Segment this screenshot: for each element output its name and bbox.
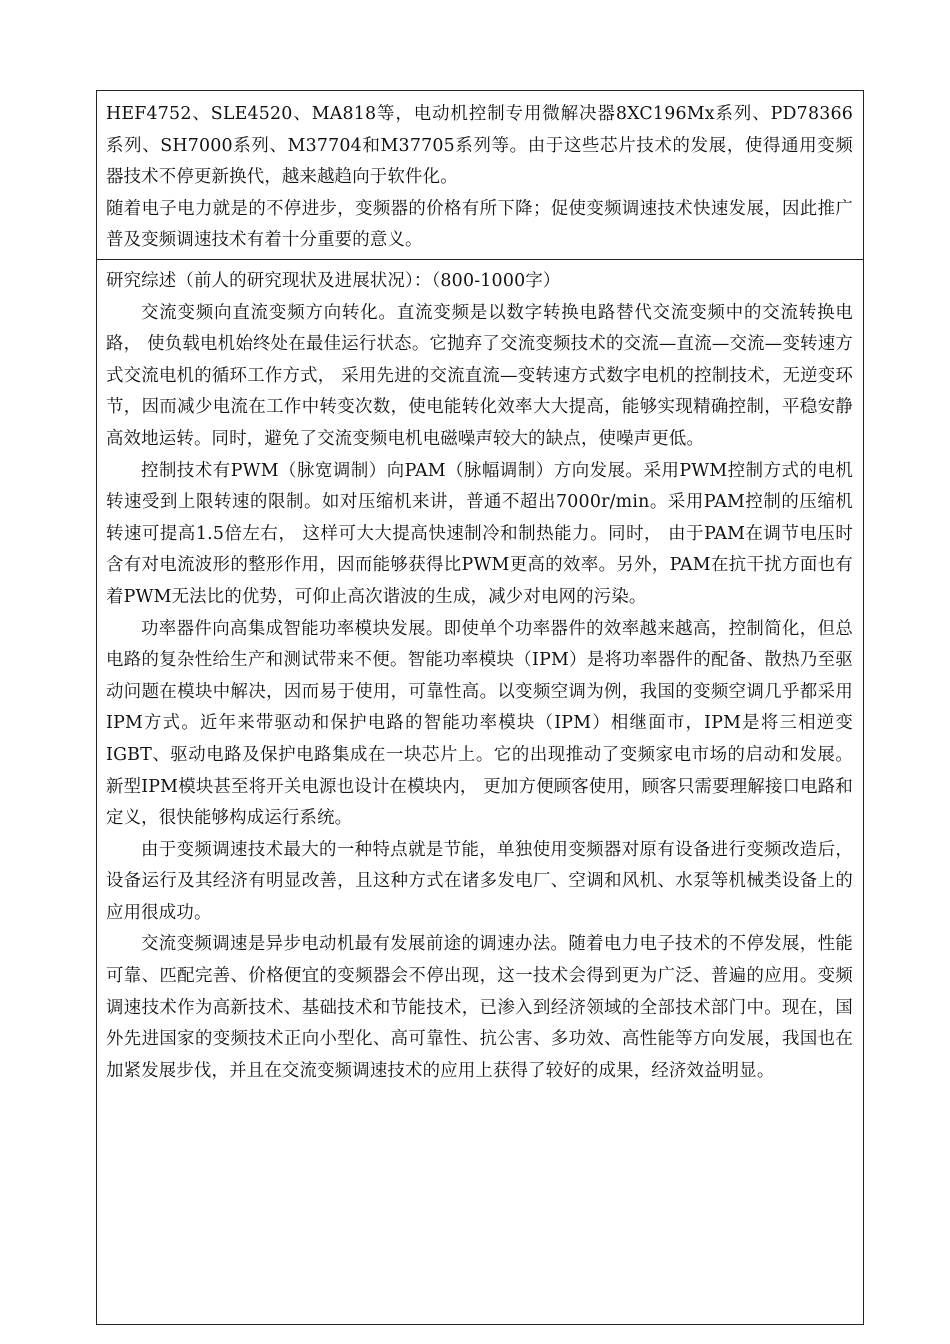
paragraph-ac-to-dc: 交流变频向直流变频方向转化。直流变频是以数字转换电路替代交流变频中的交流转换电路， 使负载电机始终处在最佳运行状态。它抛弃了交流变频技术的交流—直流—交流—变转速方式交流电机的循环工作方式， 采用先进的交流直流—变转速方式数字电机的控制技术，无逆变环节，因而减少电流在工作中转变次数，使电能转化效率大大提高，能够实现精确控制，平稳安静高效地运转。同时，避免了交流变频电机电磁噪声较大的缺点，使噪声更低。	[106, 302, 853, 449]
table-cell-background-continued	[97, 91, 863, 259]
table-cell-research-review	[97, 259, 863, 1324]
paragraph-pwm-to-pam: 控制技术有PWM（脉宽调制）向PAM（脉幅调制）方向发展。采用PWM控制方式的电机转速受到上限转速的限制。如对压缩机来讲，普通不超出7000r/min。采用PAM控制的压缩机转速可提高1.5倍左右， 这样可大大提高快速制冷和制热能力。同时， 由于PAM在调节电压时含有对电流波形的整形作用，因而能够获得比PWM更高的效率。另外，PAM在抗干扰方面也有着PWM无法比的优势，可仰止高次谐波的生成，减少对电网的污染。	[106, 460, 853, 607]
paragraph-outlook: 交流变频调速是异步电动机最有发展前途的调速办法。随着电力电子技术的不停发展，性能可靠、匹配完善、价格便宜的变频器会不停出现，这一技术会得到更为广泛、普遍的应用。变频调速技术作为高新技术、基础技术和节能技术，已渗入到经济领域的全部技术部门中。现在，国外先进国家的变频技术正向小型化、高可靠性、抗公害、多功效、高性能等方向发展，我国也在加紧发展步伐，并且在交流变频调速技术的应用上获得了较好的成果，经济效益明显。	[106, 934, 853, 1081]
section-heading-research-review: 研究综述（前人的研究现状及进展状况）：（800-1000字）	[106, 271, 561, 291]
paragraph-ipm-modules: 功率器件向高集成智能功率模块发展。即使单个功率器件的效率越来越高，控制简化，但总电路的复杂性给生产和测试带来不便。智能功率模块（IPM）是将功率器件的配备、散热乃至驱动问题在模块中解决，因而易于使用，可靠性高。以变频空调为例，我国的变频空调几乎都采用IPM方式。近年来带驱动和保护电路的智能功率模块（IPM）相继面市，IPM是将三相逆变IGBT、驱动电路及保护电路集成在一块芯片上。它的出现推动了变频家电市场的启动和发展。新型IPM模块甚至将开关电源也设计在模块内， 更加方便顾客使用，顾客只需要理解接口电路和定义，很快能够构成运行系统。	[106, 618, 853, 829]
paragraph-chip-technology: HEF4752、SLE4520、MA818等，电动机控制专用微解决器8XC196Mx系列、PD78366系列、SH7000系列、M37704和M37705系列等。由于这些芯片技术的发展，使得通用变频器技术不停更新换代，越来越趋向于软件化。	[106, 104, 853, 188]
paragraph-energy-saving: 由于变频调速技术最大的一种特点就是节能，单独使用变频器对原有设备进行变频改造后，设备运行及其经济有明显改善，且这种方式在诸多发电厂、空调和风机、水泵等机械类设备上的应用很成功。	[106, 839, 853, 923]
paragraph-significance: 随着电子电力就是的不停进步，变频器的价格有所下降；促使变频调速技术快速发展，因此推广普及变频调速技术有着十分重要的意义。	[106, 198, 853, 251]
document-table	[96, 90, 864, 1325]
